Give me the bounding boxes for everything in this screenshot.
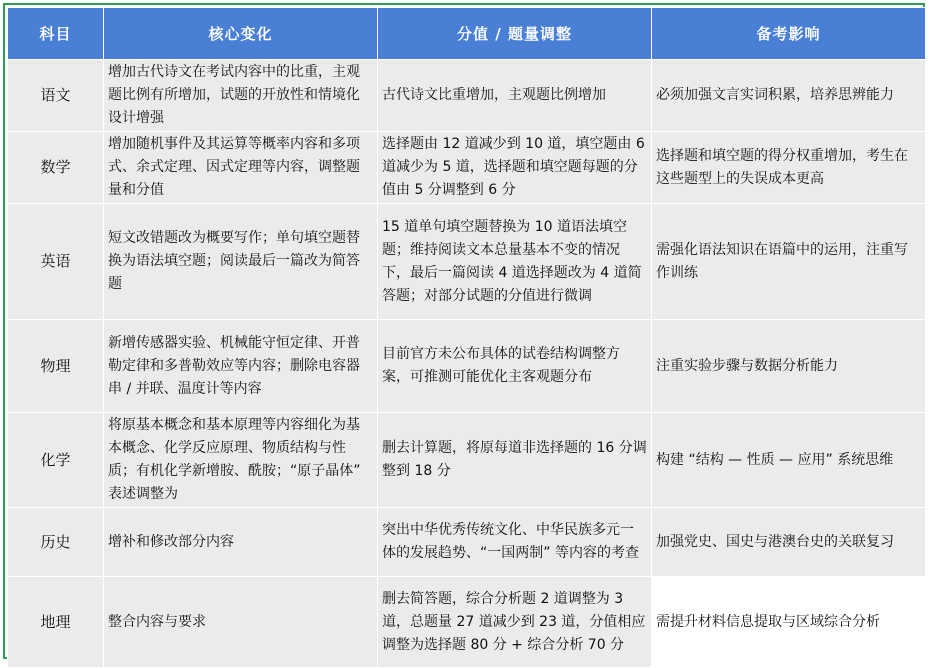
table-row [8, 204, 926, 320]
table-row [8, 413, 926, 508]
impact-cell: 选择题和填空题的得分权重增加，考生在这些题型上的失误成本更高 [652, 132, 926, 204]
subject-cell: 地理 [8, 577, 104, 668]
adjust-cell: 目前官方未公布具体的试卷结构调整方案，可推测可能优化主客观题分布 [378, 320, 652, 413]
adjust-cell: 删去计算题，将原每道非选择题的 16 分调整到 18 分 [378, 413, 652, 508]
impact-cell: 必须加强文言实词积累，培养思辨能力 [652, 60, 926, 132]
adjust-cell: 选择题由 12 道减少到 10 道，填空题由 6 道减少为 5 道，选择题和填空题每题的分值由 5 分调整到 6 分 [378, 132, 652, 204]
adjust-cell: 古代诗文比重增加，主观题比例增加 [378, 60, 652, 132]
change-cell: 将原基本概念和基本原理等内容细化为基本概念、化学反应原理、物质结构与性质；有机化学新增胺、酰胺；“原子晶体” 表述调整为 [104, 413, 378, 508]
table-row [8, 60, 926, 132]
table-row [8, 508, 926, 577]
subject-cell: 数学 [8, 132, 104, 204]
subject-cell: 历史 [8, 508, 104, 577]
table-row [8, 132, 926, 204]
subject-cell: 化学 [8, 413, 104, 508]
subject-cell: 物理 [8, 320, 104, 413]
change-cell: 短文改错题改为概要写作；单句填空题替换为语法填空题；阅读最后一篇改为简答题 [104, 204, 378, 320]
impact-cell: 加强党史、国史与港澳台史的关联复习 [652, 508, 926, 577]
impact-cell: 构建 “结构 — 性质 — 应用” 系统思维 [652, 413, 926, 508]
change-cell: 增补和修改部分内容 [104, 508, 378, 577]
change-cell: 整合内容与要求 [104, 577, 378, 668]
table-row [8, 577, 926, 668]
adjust-cell: 15 道单句填空题替换为 10 道语法填空题；维持阅读文本总量基本不变的情况下，最后一篇阅读 4 道选择题改为 4 道简答题；对部分试题的分值进行微调 [378, 204, 652, 320]
header-score-adjust: 分值 / 题量调整 [378, 8, 652, 60]
impact-cell: 需提升材料信息提取与区域综合分析 [652, 577, 926, 668]
impact-cell: 注重实验步骤与数据分析能力 [652, 320, 926, 413]
header-subject: 科目 [8, 8, 104, 60]
change-cell: 增加古代诗文在考试内容中的比重，主观题比例有所增加，试题的开放性和情境化设计增强 [104, 60, 378, 132]
header-core-change: 核心变化 [104, 8, 378, 60]
table-frame [3, 3, 925, 659]
exam-change-table [7, 7, 926, 668]
table-row [8, 320, 926, 413]
change-cell: 新增传感器实验、机械能守恒定律、开普勒定律和多普勒效应等内容；删除电容器串 / 并联、温度计等内容 [104, 320, 378, 413]
adjust-cell: 突出中华优秀传统文化、中华民族多元一体的发展趋势、“一国两制” 等内容的考查 [378, 508, 652, 577]
impact-cell: 需强化语法知识在语篇中的运用，注重写作训练 [652, 204, 926, 320]
change-cell: 增加随机事件及其运算等概率内容和多项式、余式定理、因式定理等内容，调整题量和分值 [104, 132, 378, 204]
header-row [8, 8, 926, 60]
header-prep-impact: 备考影响 [652, 8, 926, 60]
subject-cell: 英语 [8, 204, 104, 320]
subject-cell: 语文 [8, 60, 104, 132]
adjust-cell: 删去简答题，综合分析题 2 道调整为 3 道，总题量 27 道减少到 23 道，分值相应调整为选择题 80 分 + 综合分析 70 分 [378, 577, 652, 668]
